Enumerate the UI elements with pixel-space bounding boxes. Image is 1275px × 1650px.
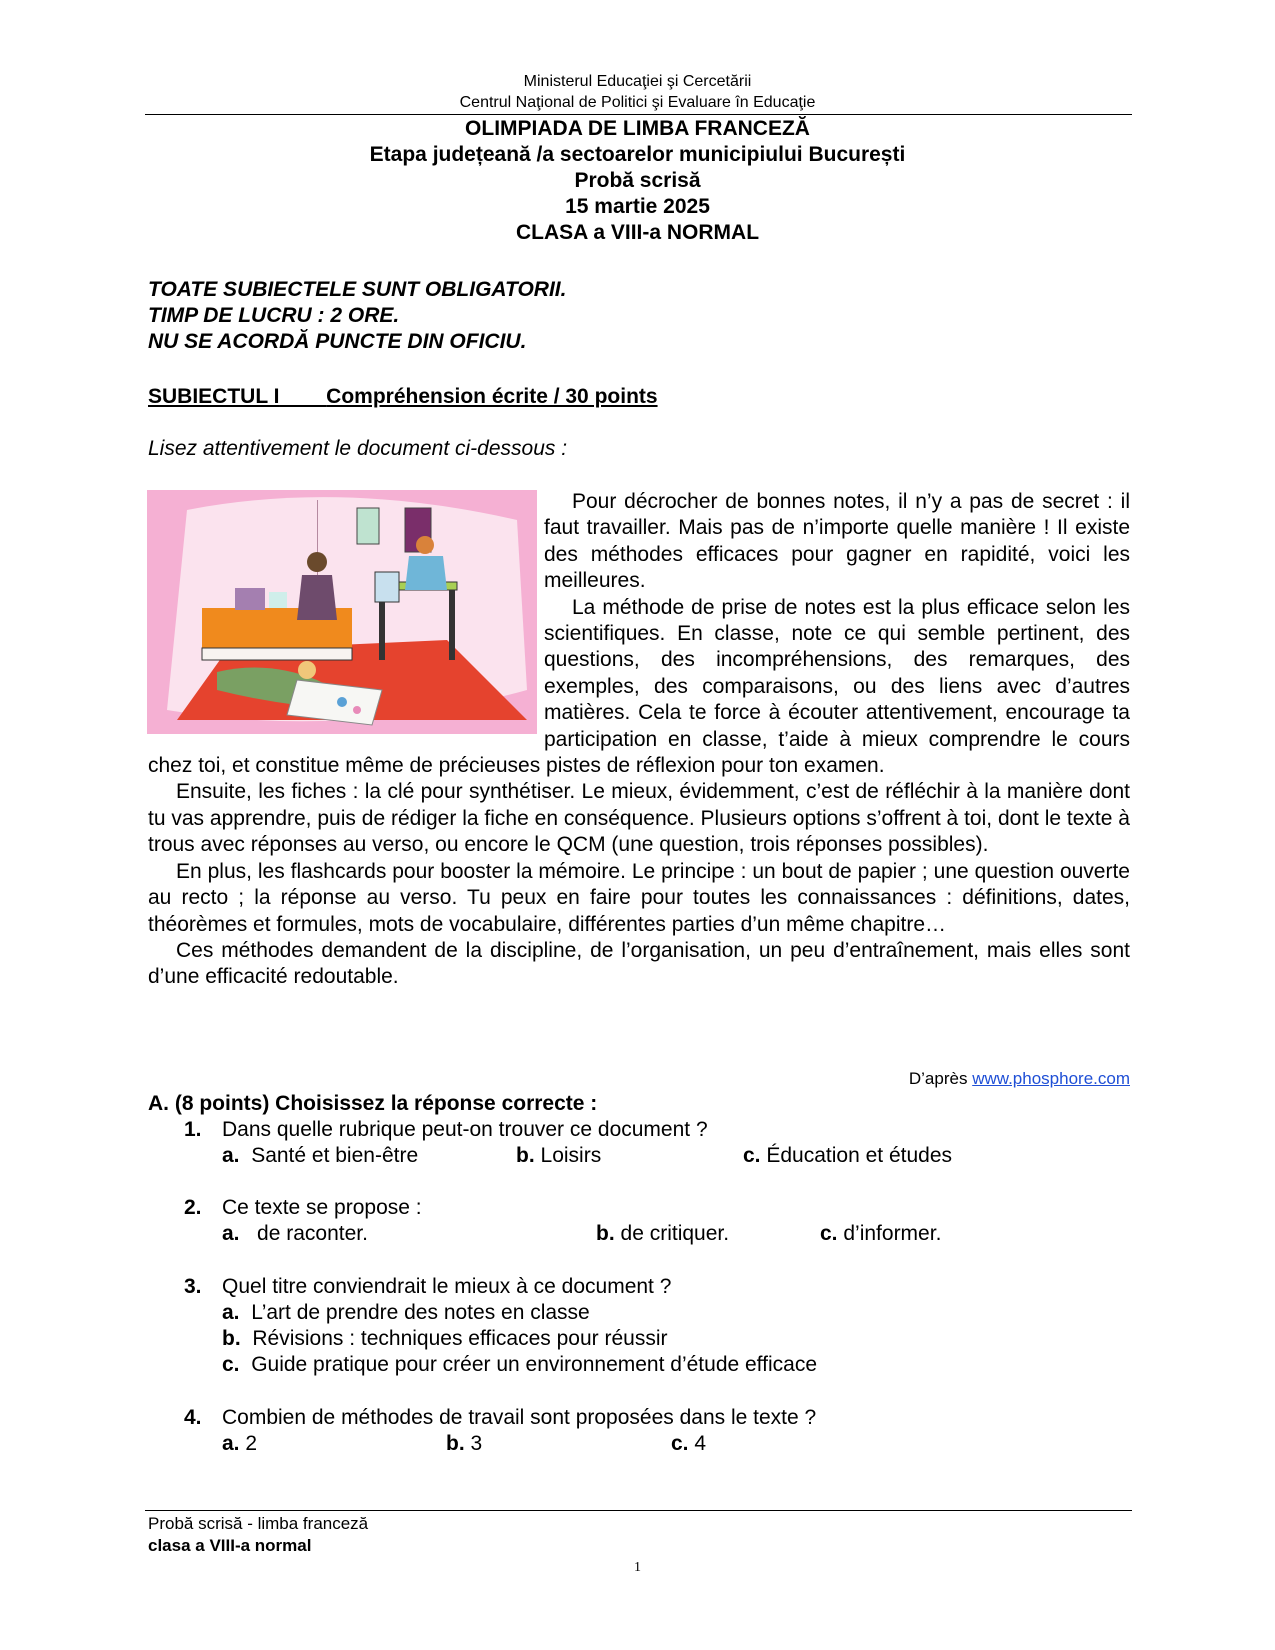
option-letter: a. (222, 1144, 240, 1167)
subject-label: SUBIECTUL I (148, 385, 280, 408)
ministry-name: Ministerul Educaţiei şi Cercetării (523, 73, 752, 90)
subject-title: Compréhension écrite / 30 points (326, 385, 658, 408)
option-text: 3 (470, 1432, 483, 1455)
article-paragraph: Ces méthodes demandent de la discipline, de l’organisation, un peu d’entraînement, mais elles sont d’une efficacité redoutable. (148, 938, 1130, 989)
article-paragraph: La méthode de prise de notes est la plus efficace selon les scientifiques. En classe, note ce qui semble pertinent, des questions, des incompréhensions, des remarques, des exemples, des comparaisons, ou des liens avec d’autres matières. Cela te force à écouter attentivement, encourage ta participation en classe, t’aide à mieux comprendre le cours chez toi, et constitue même de précieuses pistes de réflexion pour ton examen. (148, 595, 1130, 778)
option-text: L’art de prendre des notes en classe (251, 1301, 590, 1324)
illustration-space (148, 489, 544, 739)
question-text: Ce texte se propose : (222, 1196, 422, 1219)
option-letter: b. (446, 1432, 465, 1455)
class-level: CLASA a VIII-a NORMAL (515, 221, 760, 244)
source-credit (909, 1069, 1130, 1089)
instruction-line: TIMP DE LUCRU : 2 ORE. (148, 304, 400, 327)
option-text: Éducation et études (766, 1144, 952, 1167)
instruction-line: TOATE SUBIECTELE SUNT OBLIGATORII. (148, 278, 567, 301)
article-text (148, 489, 1130, 991)
option-text: Révisions : techniques efficaces pour réussir (252, 1327, 668, 1350)
subject-heading (148, 384, 658, 410)
option-text: Guide pratique pour créer un environnement d’étude efficace (251, 1353, 817, 1376)
option-text: Santé et bien-être (251, 1144, 419, 1167)
instruction-line: NU SE ACORDĂ PUNCTE DIN OFICIU. (148, 330, 527, 353)
exam-date: 15 martie 2025 (565, 195, 710, 218)
source-link[interactable]: www.phosphore.com (972, 1069, 1130, 1088)
option-text: 2 (245, 1432, 258, 1455)
answer-option (671, 1431, 706, 1457)
option-letter: a. (222, 1301, 240, 1324)
article-paragraph: Pour décrocher de bonnes notes, il n’y a pas de secret : il faut travailler. Mais pas de n’importe quelle manière ! Il existe des méthodes efficaces pour gagner en rapidité, voici les meilleures. (544, 490, 1130, 593)
question-text: Combien de méthodes de travail sont proposées dans le texte ? (222, 1406, 817, 1429)
footer-class: clasa a VIII-a normal (148, 1536, 312, 1555)
stage-title: Etapa județeană /a sectoarelor municipiului București (369, 143, 906, 166)
option-letter: c. (743, 1144, 761, 1167)
footer-exam-type: Probă scrisă - limba franceză (148, 1514, 369, 1533)
page-number: 1 (634, 1560, 641, 1575)
option-letter: b. (596, 1222, 615, 1245)
option-letter: c. (820, 1222, 838, 1245)
answer-option (222, 1431, 257, 1457)
answer-option (222, 1300, 590, 1326)
answer-option (222, 1326, 668, 1352)
section-a-title: A. (8 points) Choisissez la réponse correcte : (148, 1092, 598, 1115)
reading-instruction: Lisez attentivement le document ci-dessous : (148, 437, 568, 460)
question-number: 1. (184, 1118, 202, 1141)
center-name: Centrul Naţional de Politici şi Evaluare în Educaţie (459, 94, 816, 111)
header-rule (145, 114, 1132, 115)
answer-option (446, 1431, 482, 1457)
question-text: Dans quelle rubrique peut-on trouver ce document ? (222, 1118, 708, 1141)
answer-option (222, 1143, 418, 1169)
question-number: 2. (184, 1196, 202, 1219)
option-letter: c. (222, 1353, 240, 1376)
olympiad-title: OLIMPIADA DE LIMBA FRANCEZĂ (465, 117, 810, 140)
answer-option (596, 1221, 729, 1247)
answer-option (222, 1221, 368, 1247)
option-text: d’informer. (843, 1222, 942, 1245)
option-text: de critiquer. (620, 1222, 730, 1245)
answer-option (222, 1352, 817, 1378)
question-number: 3. (184, 1275, 202, 1298)
question-number: 4. (184, 1406, 202, 1429)
option-letter: c. (671, 1432, 689, 1455)
option-text: 4 (694, 1432, 707, 1455)
article-paragraph: En plus, les flashcards pour booster la mémoire. Le principe : un bout de papier ; une question ouverte au recto ; la réponse au verso. Tu peux en faire pour toutes les connaissances : définitions, dates, théorèmes et formules, mots de vocabulaire, différentes parties d’un même chapitre… (148, 859, 1130, 936)
option-text: de raconter. (257, 1222, 368, 1245)
option-letter: b. (516, 1144, 535, 1167)
option-text: Loisirs (540, 1144, 602, 1167)
article-paragraph: Ensuite, les fiches : la clé pour synthétiser. Le mieux, évidemment, c’est de réfléchir à la manière dont tu vas apprendre, puis de rédiger la fiche en conséquence. Plusieurs options s’offrent à toi, dont le texte à trous avec réponses au verso, ou encore le QCM (une question, trois réponses possibles). (148, 780, 1130, 857)
exam-type: Probă scrisă (574, 169, 701, 192)
option-letter: b. (222, 1327, 241, 1350)
option-letter: a. (222, 1222, 240, 1245)
answer-option (743, 1143, 952, 1169)
source-prefix: D’après (908, 1069, 973, 1088)
footer-rule (145, 1510, 1132, 1511)
answer-option (516, 1143, 601, 1169)
question-text: Quel titre conviendrait le mieux à ce document ? (222, 1275, 672, 1298)
option-letter: a. (222, 1432, 240, 1455)
answer-option (820, 1221, 941, 1247)
